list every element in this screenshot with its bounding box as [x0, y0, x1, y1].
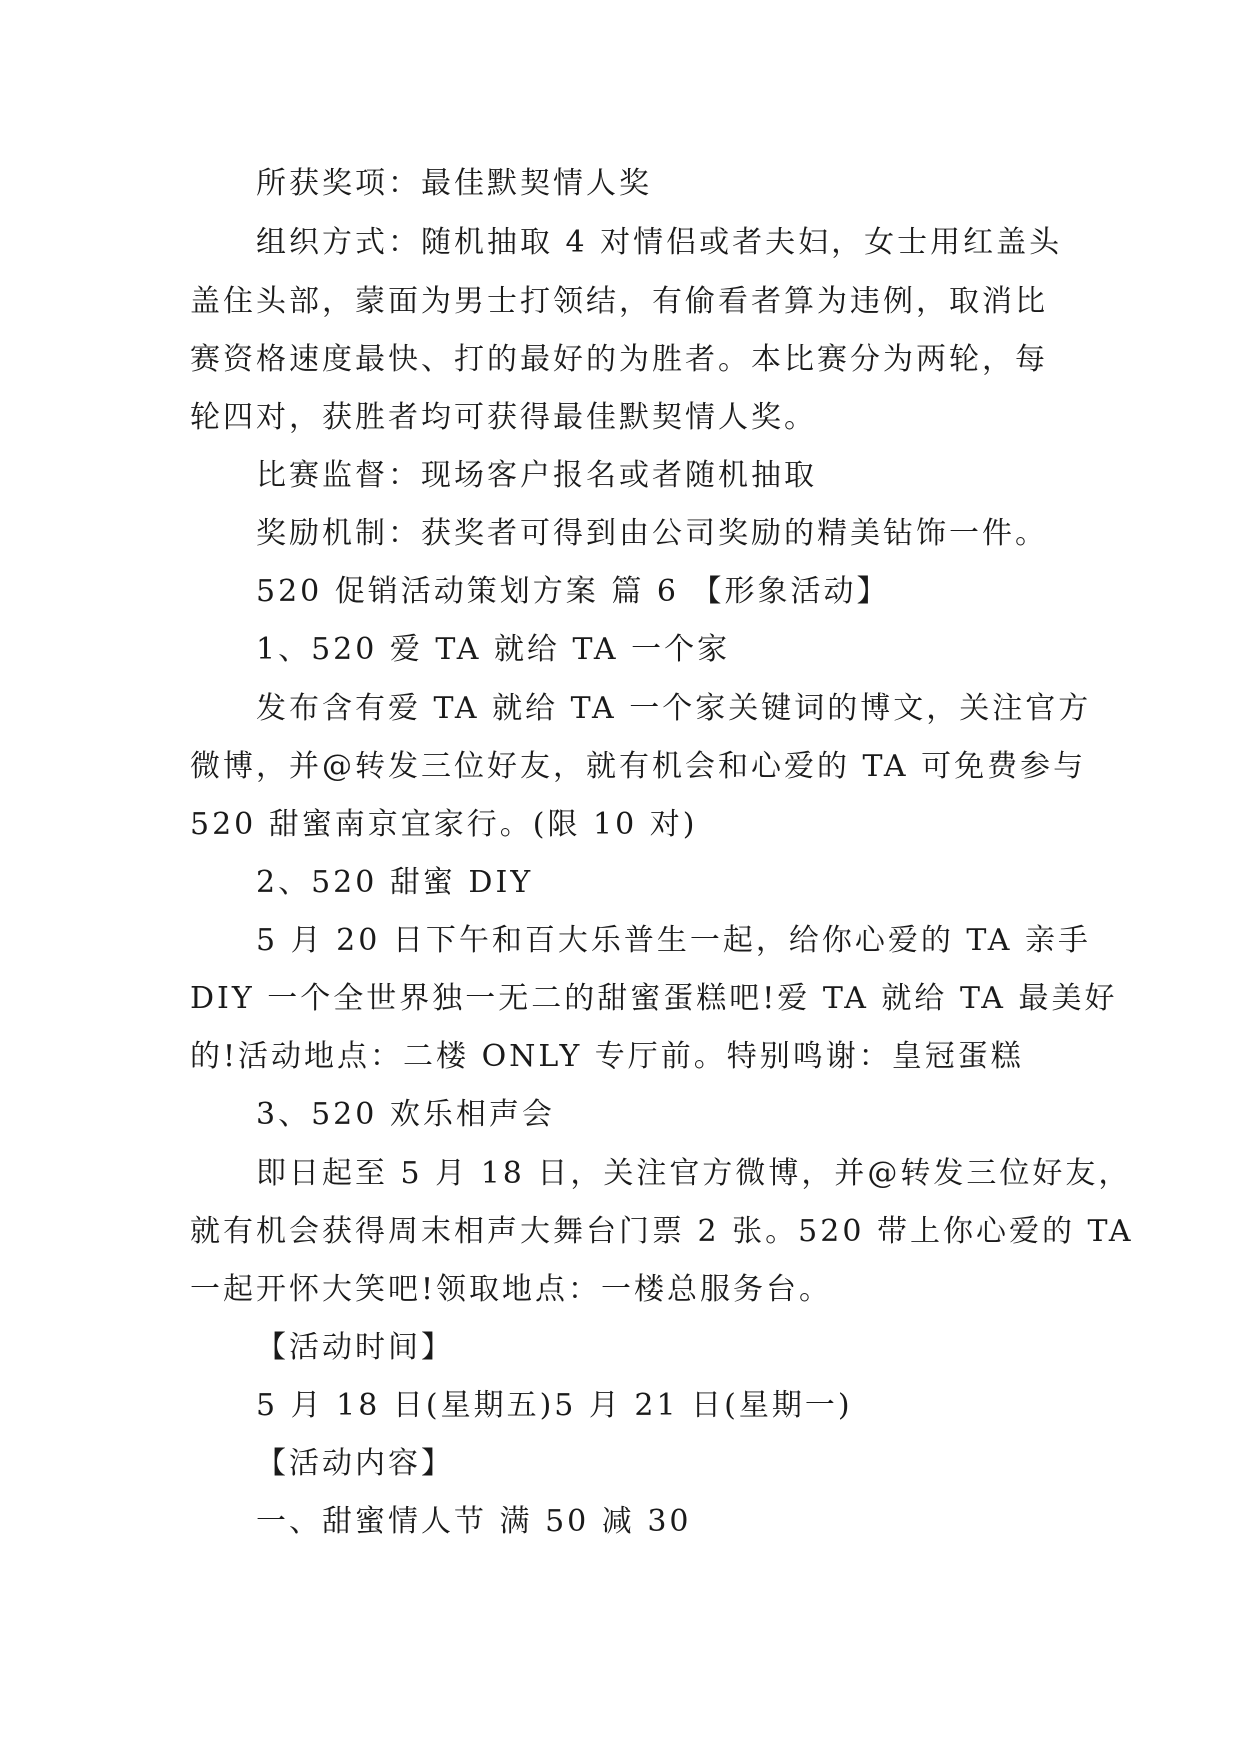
text-line: 2、520 甜蜜 DIY [256, 865, 534, 900]
text-line: 1、520 爱 TA 就给 TA 一个家 [256, 632, 731, 667]
section-heading: 【活动时间】 [256, 1330, 454, 1365]
text-line: 3、520 欢乐相声会 [256, 1097, 555, 1132]
text-line: 一起开怀大笑吧!领取地点：一楼总服务台。 [190, 1272, 833, 1307]
text-line: 520 甜蜜南京宜家行。(限 10 对) [190, 807, 698, 842]
text-line: 的!活动地点：二楼 ONLY 专厅前。特别鸣谢：皇冠蛋糕 [190, 1039, 1024, 1074]
section-heading: 520 促销活动策划方案 篇 6 【形象活动】 [256, 574, 890, 609]
text-line: 奖励机制：获奖者可得到由公司奖励的精美钻饰一件。 [256, 516, 1048, 551]
section-heading: 【活动内容】 [256, 1446, 454, 1481]
text-line: 就有机会获得周末相声大舞台门票 2 张。520 带上你心爱的 TA [190, 1214, 1134, 1249]
text-line: 5 月 20 日下午和百大乐普生一起，给你心爱的 TA 亲手 [256, 923, 1091, 958]
text-line: 所获奖项：最佳默契情人奖 [256, 166, 652, 201]
text-line: 盖住头部，蒙面为男士打领结，有偷看者算为违例，取消比 [190, 284, 1048, 319]
text-line: 比赛监督：现场客户报名或者随机抽取 [256, 458, 817, 493]
text-line: 即日起至 5 月 18 日，关注官方微博，并@转发三位好友， [256, 1156, 1132, 1191]
text-line: DIY 一个全世界独一无二的甜蜜蛋糕吧!爱 TA 就给 TA 最美好 [190, 981, 1118, 1016]
text-line: 轮四对，获胜者均可获得最佳默契情人奖。 [190, 400, 817, 435]
text-line: 微博，并@转发三位好友，就有机会和心爱的 TA 可免费参与 [190, 749, 1087, 784]
text-line: 一、甜蜜情人节 满 50 减 30 [256, 1504, 692, 1539]
text-line: 赛资格速度最快、打的最好的为胜者。本比赛分为两轮，每 [190, 342, 1048, 377]
text-line: 5 月 18 日(星期五)5 月 21 日(星期一) [256, 1388, 853, 1423]
text-line: 组织方式：随机抽取 4 对情侣或者夫妇，女士用红盖头 [256, 225, 1063, 260]
text-line: 发布含有爱 TA 就给 TA 一个家关键词的博文，关注官方 [256, 691, 1092, 726]
